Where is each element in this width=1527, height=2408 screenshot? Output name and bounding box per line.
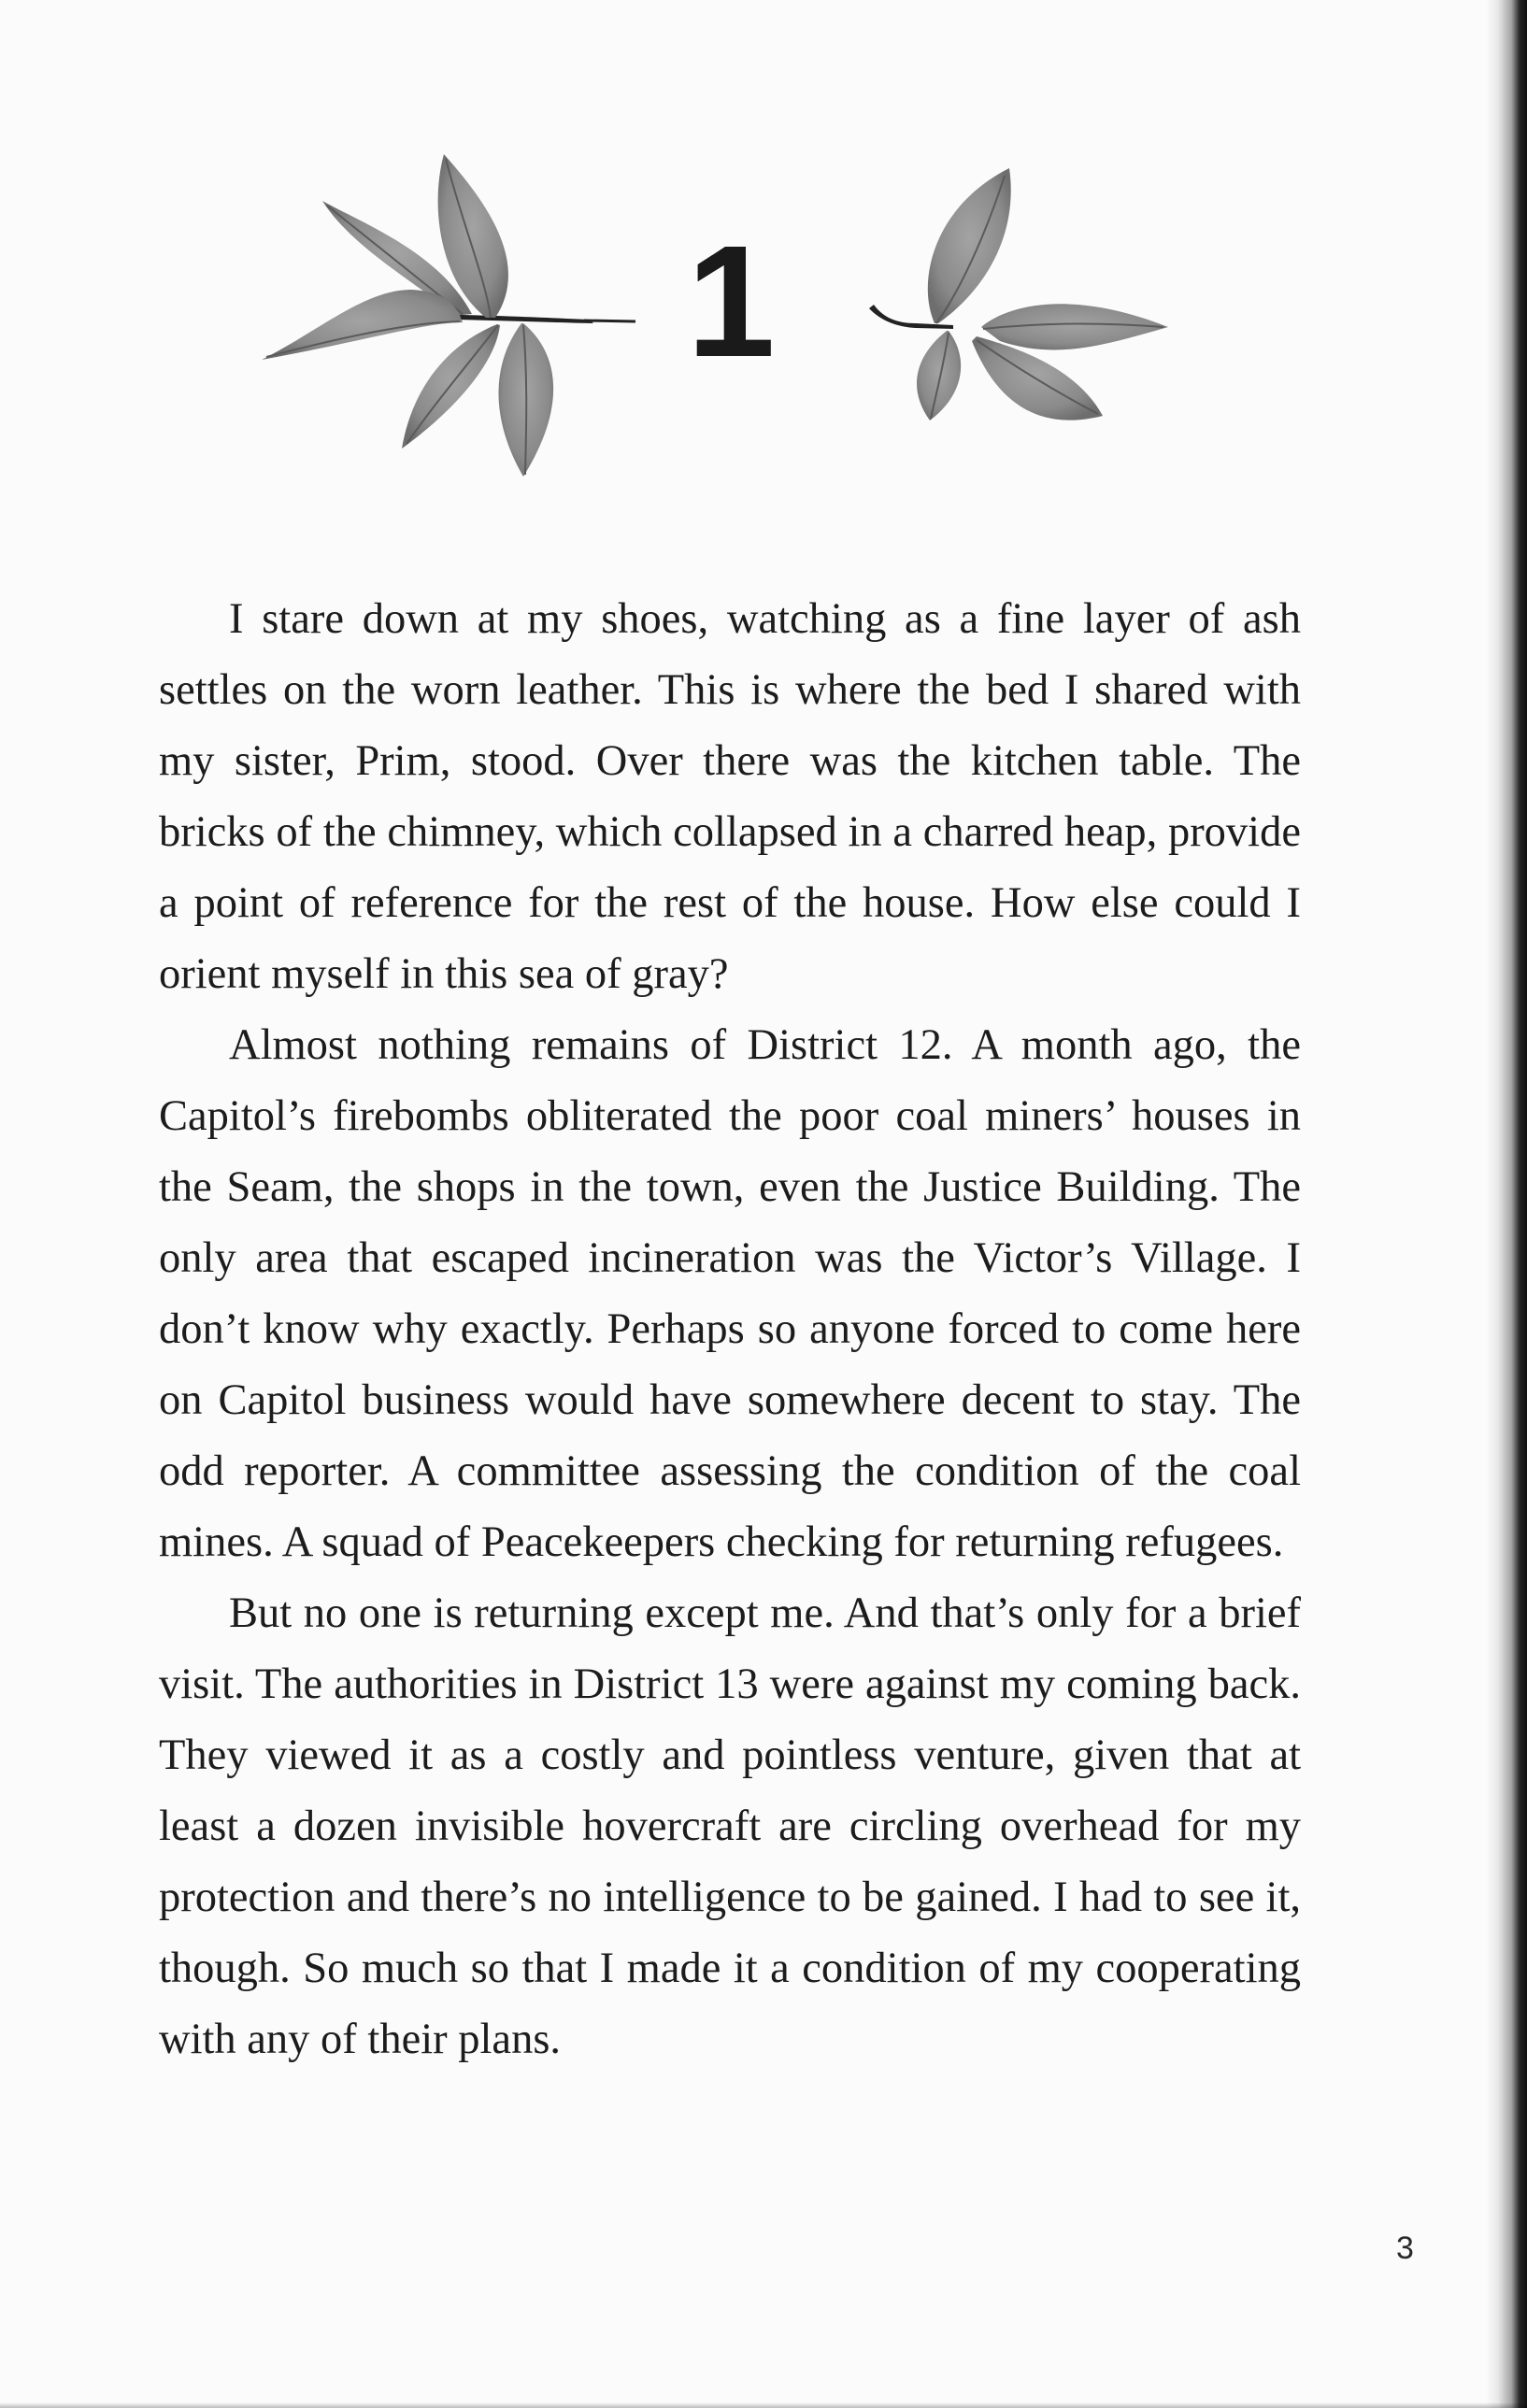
paragraph: I stare down at my shoes, watching as a fine layer of ash settles on the worn leather. This is where the bed I shared with my sister, Prim, stood. Over there was the kitchen table. The bricks of the chimney, which collapsed in a charred heap, provide a point of reference for the rest of the house. How else could I orient myself in this sea of gray? bbox=[159, 595, 1301, 998]
paragraph: Almost nothing remains of District 12. A month ago, the Capitol’s firebombs obliterated the poor coal miners’ houses in the Seam, the shops in the town, even the Justice Building. The only area that escaped incineration was the Victor’s Village. I don’t know why exactly. Perhaps so anyone forced to come here on Capitol business would have somewhere decent to stay. The odd reporter. A committee assessing the condition of the coal mines. A squad of Peacekeepers checking for returning refugees. bbox=[159, 1021, 1301, 1566]
chapter-number: 1 bbox=[687, 213, 772, 391]
page-edge-shadow bbox=[1486, 0, 1527, 2408]
right-leaf-sprig bbox=[869, 168, 1168, 420]
paragraph: But no one is returning except me. And that’s only for a brief visit. The authorities in District 13 were against my coming back. They viewed it as a costly and pointless venture, given that at least a dozen invisible hovercraft are circling overhead for my protection and there’s no intelligence to be gained. I had to see it, though. So much so that I made it a condition of my cooperating with any of their plans. bbox=[159, 1589, 1301, 2063]
page-number: 3 bbox=[1396, 2230, 1414, 2266]
left-leaf-sprig bbox=[262, 154, 635, 477]
chapter-body bbox=[159, 584, 1301, 2075]
page-bottom-edge bbox=[0, 2402, 1527, 2408]
